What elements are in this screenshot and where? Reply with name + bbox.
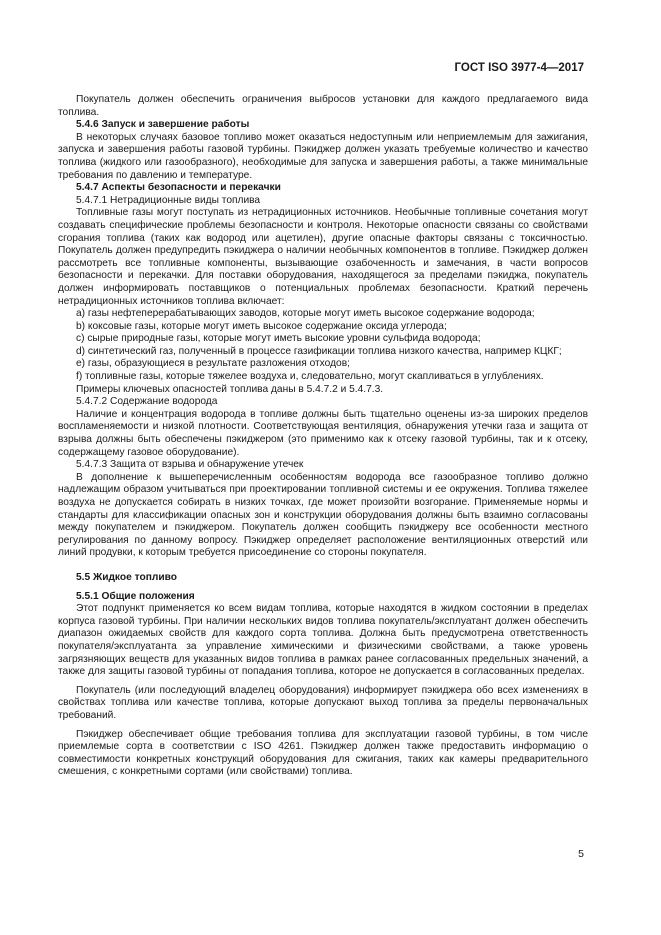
section-heading: 5.5.1 Общие положения bbox=[76, 590, 195, 602]
paragraph: В некоторых случаях базовое топливо может оказаться недоступным или неприемлемым для зажигания, запуска и завершения работы газовой турбины. Пэкиджер должен указать требуемые количество и качество топлива (жидкого или газообразного), необходимые для запуска и завершения работы, а также минимальные требования по давлению и температуре. bbox=[58, 131, 588, 181]
paragraph: Покупатель должен обеспечить ограничения выбросов установки для каждого предлагаемого вида топлива. bbox=[58, 94, 588, 118]
document-body bbox=[58, 94, 588, 779]
paragraph: е) газы, образующиеся в результате разложения отходов; bbox=[76, 358, 350, 370]
section-heading: 5.4.7 Аспекты безопасности и перекачки bbox=[76, 182, 281, 194]
section-heading: 5.4.6 Запуск и завершение работы bbox=[76, 119, 250, 131]
subsection-heading: 5.4.7.2 Содержание водорода bbox=[76, 396, 218, 408]
paragraph: Покупатель (или последующий владелец оборудования) информирует пэкиджера обо всех изменениях в свойствах топлива или качестве топлива, которые допускают выход топлива за пределы первоначальных требований. bbox=[58, 684, 588, 721]
paragraph: с) сырые природные газы, которые могут иметь высокие уровни сульфида водорода; bbox=[76, 333, 481, 345]
document-header: ГОСТ ISO 3977-4—2017 bbox=[454, 62, 584, 74]
paragraph: а) газы нефтеперерабатывающих заводов, которые могут иметь высокое содержание водорода; bbox=[76, 308, 535, 320]
page-number: 5 bbox=[578, 848, 584, 860]
paragraph: Наличие и концентрация водорода в топливе должны быть тщательно оценены из-за широких пределов воспламеняемости и низкой плотности. Соответствующая вентиляция, обнаружения утечки газа и защита от взрыва должны быть обеспечены пэкиджером (это применимо как к отсеку газовой турбины, так и к отсеку, содержащему газовое оборудование). bbox=[58, 408, 588, 458]
paragraph: d) синтетический газ, полученный в процессе газификации топлива низкого качества, например КЦКГ; bbox=[76, 345, 562, 357]
subsection-heading: 5.4.7.3 Защита от взрыва и обнаружение утечек bbox=[76, 459, 304, 471]
paragraph: Пэкиджер обеспечивает общие требования топлива для эксплуатации газовой турбины, в том числе приемлемые сорта в соответствии с ISO 4261. Пэкиджер должен также предоставить информацию о совместимости конкретных конструкций оборудования для сжигания, таких как камеры предварительного смешения, с конкретными сортами (или свойствами) топлива. bbox=[58, 728, 588, 778]
paragraph: В дополнение к вышеперечисленным особенностям водорода все газообразное топливо должно надлежащим образом учитываться при проектировании топливной системы и ее окружения. Топлива тяжелее воздуха не допускается собирать в низких точках, где может произойти возгорание. Применяемые нормы и стандарты для классификации опасных зон и конструкции оборудования должны быть взаимно согласованы между покупателем и пэкиджером. Покупатель должен сообщить пэкиджеру все особенности местного регулирования по данному вопросу. Пэкиджер определяет расположение вентиляционных отверстий или линий продувки, к которым требуется присоединение со стороны покупателя. bbox=[58, 471, 588, 559]
paragraph: Этот подпункт применяется ко всем видам топлива, которые находятся в жидком состоянии в пределах корпуса газовой турбины. При наличии нескольких видов топлива покупатель/эксплуатант должен обеспечить диапазон ожидаемых свойств для каждого сорта топлива. Должна быть предусмотрена ответственность покупателя/эксплуатанта за управление химическими и физическими свойствами, а также уровень загрязняющих веществ для указанных видов топлива в рамках ранее согласованных предельных значений, а также для защиты газовой турбины от попадания топлива, которое не допускается в согласованных пределах. bbox=[58, 603, 588, 678]
paragraph: Примеры ключевых опасностей топлива даны в 5.4.7.2 и 5.4.7.3. bbox=[76, 383, 384, 395]
paragraph: b) коксовые газы, которые могут иметь высокое содержание оксида углерода; bbox=[76, 320, 447, 332]
paragraph: Топливные газы могут поступать из нетрадиционных источников. Необычные топливные сочетания могут создавать специфические проблемы безопасности и контроля. Некоторые опасности связаны со свойствами сгорания топлива (таких как водород или ацетилен), другие опасные факторы связаны с токсичностью. Покупатель должен предупредить пэкиджера о наличии необычных компонентов в топливе. Пэкиджер должен рассмотреть все топливные компоненты, вызывающие озабоченность и замечания, в части вопросов безопасности и перекачки. Для поставки оборудования, находящегося за пределами пэкиджа, покупатель должен информировать поставщиков о потенциальных проблемах безопасности. Краткий перечень нетрадиционных источников топлива включает: bbox=[58, 207, 588, 307]
subsection-heading: 5.4.7.1 Нетрадиционные виды топлива bbox=[76, 194, 261, 206]
section-heading: 5.5 Жидкое топливо bbox=[76, 571, 177, 583]
paragraph: f) топливные газы, которые тяжелее воздуха и, следовательно, могут скапливаться в углублениях. bbox=[76, 371, 544, 383]
